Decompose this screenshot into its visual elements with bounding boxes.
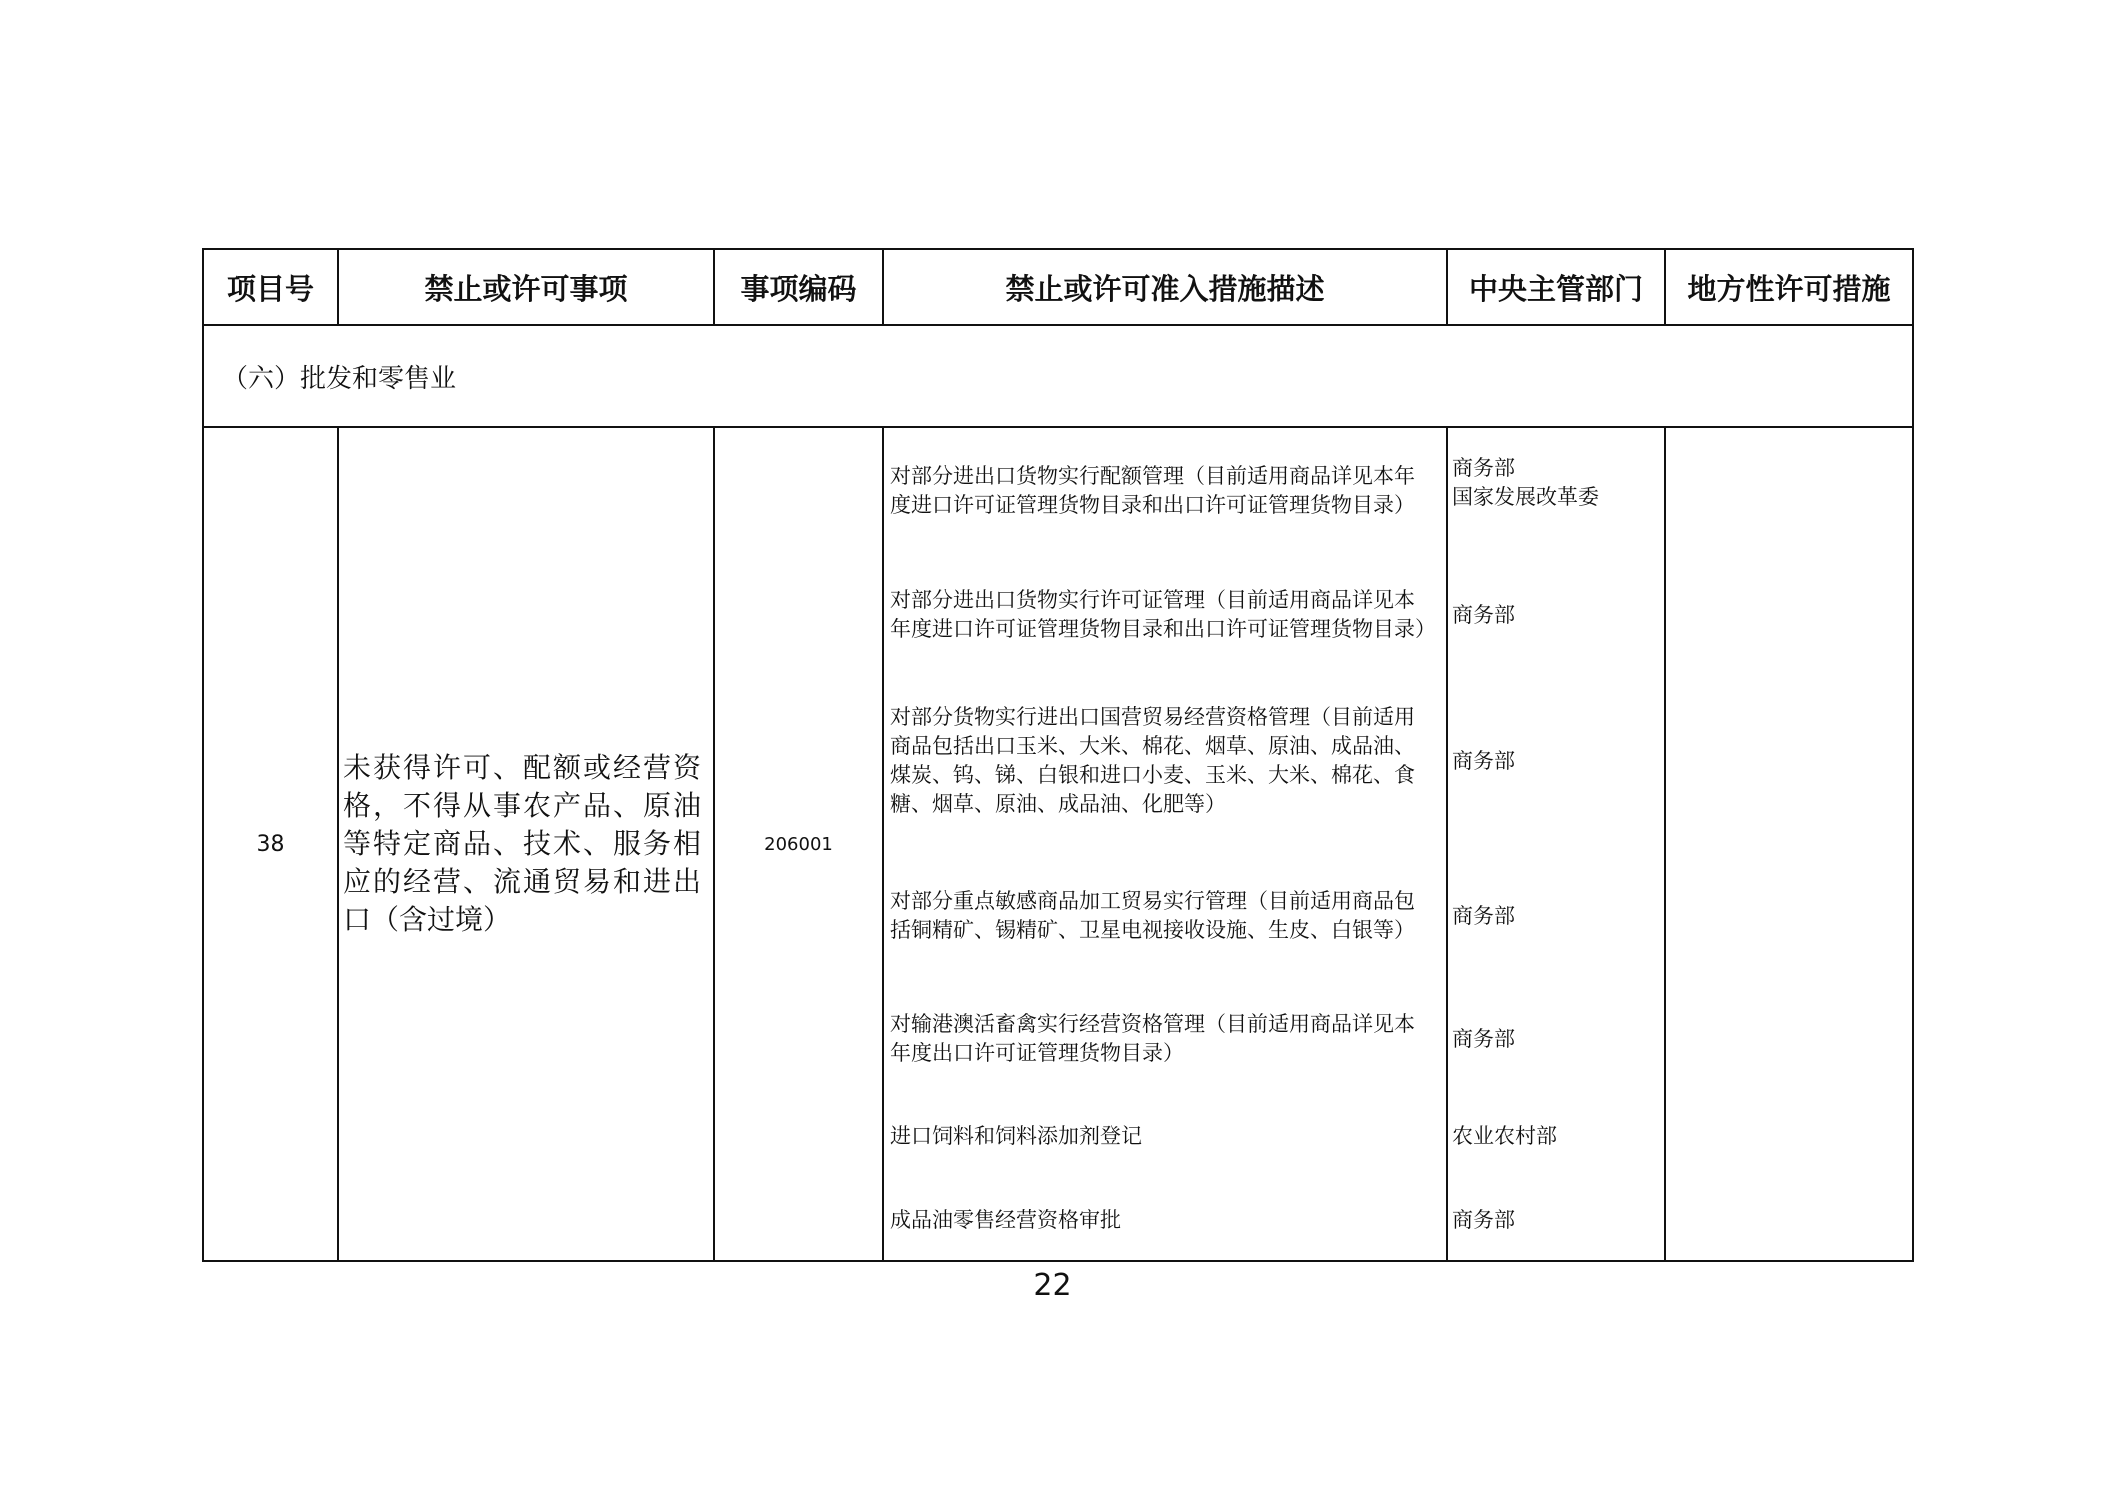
table-header-row xyxy=(203,249,1913,325)
header-measure-description: 禁止或许可准入措施描述 xyxy=(883,249,1447,325)
section-title: （六）批发和零售业 xyxy=(203,325,1913,427)
departments-cell xyxy=(1447,427,1665,1261)
department-name: 商务部 xyxy=(1452,602,1515,627)
table-row xyxy=(203,427,1913,1261)
department-name: 商务部 xyxy=(1452,1026,1515,1051)
department-name: 农业农村部 xyxy=(1452,1123,1557,1148)
department-name: 商务部 xyxy=(1452,748,1515,773)
header-item-number: 项目号 xyxy=(203,249,338,325)
measure-description: 对输港澳活畜禽实行经营资格管理（目前适用商品详见本年度出口许可证管理货物目录） xyxy=(890,1012,1415,1065)
measure-description: 对部分重点敏感商品加工贸易实行管理（目前适用商品包括铜精矿、锡精矿、卫星电视接收设施、生皮、白银等） xyxy=(890,889,1415,942)
measure-description: 对部分进出口货物实行配额管理（目前适用商品详见本年度进口许可证管理货物目录和出口许可证管理货物目录） xyxy=(890,464,1415,517)
item-number: 38 xyxy=(203,427,338,1261)
header-item-code: 事项编码 xyxy=(714,249,883,325)
header-item-name: 禁止或许可事项 xyxy=(338,249,714,325)
header-local-measures: 地方性许可措施 xyxy=(1665,249,1913,325)
measure-description: 对部分进出口货物实行许可证管理（目前适用商品详见本年度进口许可证管理货物目录和出口许可证管理货物目录） xyxy=(890,588,1436,641)
department-name: 商务部 xyxy=(1452,1207,1515,1232)
measure-description: 进口饲料和饲料添加剂登记 xyxy=(890,1123,1142,1148)
permit-table xyxy=(202,248,1914,1262)
header-central-department: 中央主管部门 xyxy=(1447,249,1665,325)
department-name: 商务部 国家发展改革委 xyxy=(1452,456,1599,509)
page-number: 22 xyxy=(1033,1268,1072,1303)
measure-description: 对部分货物实行进出口国营贸易经营资格管理（目前适用商品包括出口玉米、大米、棉花、烟草、原油、成品油、煤炭、钨、锑、白银和进口小麦、玉米、大米、棉花、食糖、烟草、原油、成品油、化肥等） xyxy=(890,705,1415,816)
measures-cell xyxy=(883,427,1447,1261)
department-name: 商务部 xyxy=(1452,903,1515,928)
measure-description: 成品油零售经营资格审批 xyxy=(890,1207,1121,1232)
department-list xyxy=(1448,428,1664,554)
item-code: 206001 xyxy=(714,427,883,1261)
item-description: 未获得许可、配额或经营资格，不得从事农产品、原油等特定商品、技术、服务相应的经营、流通贸易和进出口（含过境） xyxy=(338,427,714,1261)
local-measures-cell xyxy=(1665,427,1913,1261)
section-row xyxy=(203,325,1913,427)
